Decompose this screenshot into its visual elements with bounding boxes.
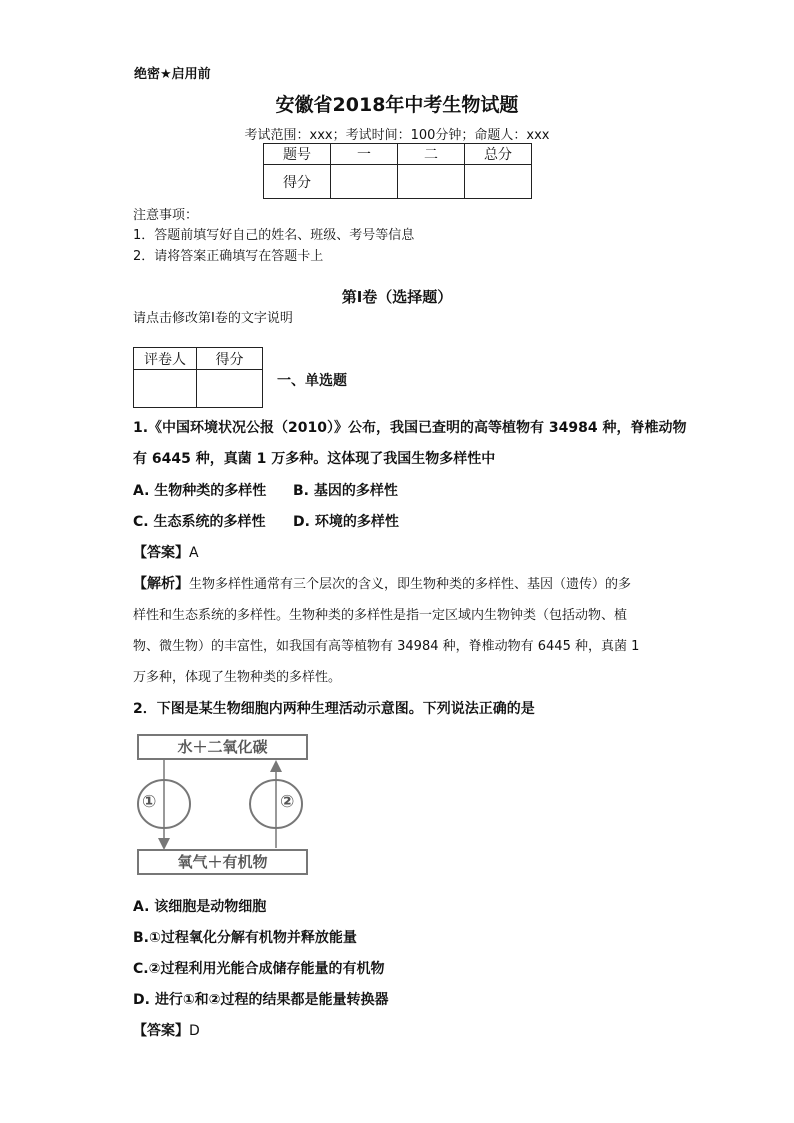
score-cell-part2 [398,165,465,199]
grader-cell-grader [134,370,197,408]
q1-analysis-line2: 样性和生态系统的多样性。生物种类的多样性是指一定区域内生物钟类（包括动物、植 [133,608,628,623]
diagram-top-label: 水＋二氧化碳 [177,738,268,756]
q2-stem: 2．下图是某生物细胞内两种生理活动示意图。下列说法正确的是 [133,701,535,717]
q1-answer [133,542,199,562]
q1-analysis-label: 【解析】 [133,576,189,592]
q1-answer-value: A [189,545,199,561]
score-header-part1: 一 [331,144,398,165]
page-title: 安徽省2018年中考生物试题 [275,94,519,116]
score-header-question-no: 题号 [264,144,331,165]
q2-option-d: D. 进行①和②过程的结果都是能量转换器 [133,992,389,1008]
notes-item-2: 2．请将答案正确填写在答题卡上 [133,249,324,264]
grader-header-grader: 评卷人 [134,348,197,370]
exam-meta: 考试范围：xxx；考试时间：100分钟；命题人：xxx [244,128,550,143]
q1-analysis-line4: 万多种，体现了生物种类的多样性。 [133,670,342,685]
q2-answer [133,1020,200,1040]
q1-analysis-line3: 物、微生物）的丰富性，如我国有高等植物有 34984 种，脊椎动物有 6445 种，真菌 1 [133,639,640,654]
notes-heading: 注意事项： [133,208,199,223]
volume-title: 第I卷（选择题） [341,288,453,306]
q2-answer-value: D [189,1023,200,1039]
q1-option-b: B. 基因的多样性 [293,483,398,499]
q1-stem-line2: 有 6445 种，真菌 1 万多种。这体现了我国生物多样性中 [133,451,496,467]
score-cell-part1 [331,165,398,199]
score-table [263,143,532,199]
section-title: 一、单选题 [277,373,347,389]
volume-instruction: 请点击修改第I卷的文字说明 [133,311,293,326]
grader-header-score: 得分 [197,348,263,370]
score-header-total: 总分 [465,144,532,165]
grader-cell-score [197,370,263,408]
q2-option-a: A. 该细胞是动物细胞 [133,899,267,915]
q1-option-c: C. 生态系统的多样性 [133,514,266,530]
score-row-label: 得分 [264,165,331,199]
q1-option-a: A. 生物种类的多样性 [133,483,267,499]
q2-answer-label: 【答案】 [133,1023,189,1039]
q1-analysis-line1 [133,573,631,593]
q2-option-c: C.②过程利用光能合成储存能量的有机物 [133,961,385,977]
secret-label: 绝密★启用前 [134,67,211,82]
diagram-process1: ① [142,792,157,812]
q1-analysis-text-1: 生物多样性通常有三个层次的含义，即生物种类的多样性、基因（遗传）的多 [189,577,632,592]
diagram-top-box [137,734,308,760]
q1-stem-line1: 1.《中国环境状况公报（2010）》公布，我国已查明的高等植物有 34984 种，脊椎动物 [133,420,687,436]
score-cell-total [465,165,532,199]
diagram-bottom-box [137,849,308,875]
q1-option-d: D. 环境的多样性 [293,514,399,530]
q2-option-b: B.①过程氧化分解有机物并释放能量 [133,930,357,946]
notes-item-1: 1．答题前填写好自己的姓名、班级、考号等信息 [133,228,415,243]
q1-answer-label: 【答案】 [133,545,189,561]
diagram-bottom-label: 氧气＋有机物 [177,853,268,871]
grader-table [133,347,263,408]
score-header-part2: 二 [398,144,465,165]
diagram-process2: ② [280,792,295,812]
